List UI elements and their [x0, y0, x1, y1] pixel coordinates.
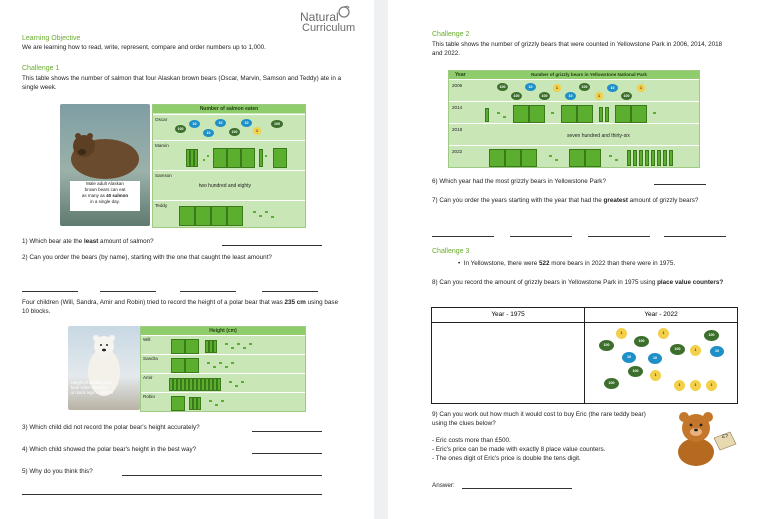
question-1-bold: least: [83, 238, 99, 245]
bullet-bold: 522: [538, 260, 550, 267]
ones-cube: [207, 155, 209, 157]
teddy-bear-image: [670, 408, 740, 468]
ones-counter: 1: [616, 328, 627, 339]
tens-rod: [663, 150, 667, 166]
ones-counter: 1: [690, 345, 701, 356]
ones-counter: 1: [706, 380, 717, 391]
question-1: [22, 237, 154, 246]
tens-counter: 10: [607, 84, 618, 92]
hundreds-flat: [227, 206, 243, 226]
tens-rod: [213, 340, 217, 353]
question-1-a: 1) Which bear ate the: [22, 238, 84, 245]
grizzly-row-year: 2014: [452, 105, 463, 110]
samson-words: two hundred and eighty: [199, 183, 251, 189]
hundreds-flat: [585, 149, 601, 167]
bear-caption-line1: Male adult Alaskan: [86, 181, 124, 186]
ones-cube: [265, 155, 267, 157]
hundreds-flat: [171, 339, 185, 354]
height-row-robin: [141, 392, 305, 412]
hundreds-flat: [489, 149, 505, 167]
hundreds-flat: [211, 206, 227, 226]
salmon-row-teddy: [153, 200, 305, 228]
bear-caption-line2: brown bears can eat: [84, 187, 126, 192]
eric-clues: [432, 436, 672, 463]
question-5: 5) Why do you think this?: [22, 468, 93, 475]
polar-intro-bold: 235 cm: [284, 299, 306, 306]
grizzly-col-header: Number of grizzly bears in Yellowstone National Park: [531, 72, 647, 77]
salmon-row-oscar: [153, 114, 305, 141]
grizzly-row-2006: [449, 79, 699, 102]
ones-cube: [209, 400, 212, 402]
ones-cube: [555, 159, 558, 161]
challenge2-text: This table shows the number of grizzly bears that were counted in Yellowstone Park in 2006, 2014, 2018 and 2022.: [432, 41, 723, 57]
hundreds-counter: 100: [511, 92, 522, 100]
tens-counter: 10: [622, 352, 636, 363]
salmon-table: [152, 104, 306, 228]
challenge3-title: Challenge 3: [432, 248, 470, 255]
answer-line-4[interactable]: [252, 453, 322, 454]
tens-rod: [633, 150, 637, 166]
ones-counter: 1: [650, 370, 661, 381]
ones-cube: [207, 362, 210, 364]
teddy-bear-icon: [670, 408, 740, 468]
tens-rod: [645, 150, 649, 166]
hundreds-flat: [171, 358, 185, 373]
ones-cube: [243, 347, 246, 349]
question-8-a: 8) Can you record the amount of grizzly bears in Yellowstone Park in 1975 using: [432, 279, 658, 286]
ones-counter: 1: [553, 84, 561, 92]
pv-1975-area[interactable]: [432, 323, 584, 403]
ones-cube: [615, 159, 618, 161]
hundreds-flat: [615, 105, 631, 123]
ones-cube: [503, 116, 506, 118]
answer-line-7a[interactable]: [432, 236, 494, 237]
polar-caption-line3: on back legs = 235 cm: [71, 390, 114, 395]
logo-line1: Natural: [300, 10, 339, 24]
hundreds-counter: 100: [704, 330, 719, 341]
hundreds-flat: [569, 149, 585, 167]
grizzly-row-year: 2018: [452, 127, 463, 132]
logo-line2: Curriculum: [302, 22, 356, 34]
tens-rod: [657, 150, 661, 166]
ones-cube: [225, 343, 228, 345]
polar-caption: [71, 380, 113, 395]
objective-text: We are learning how to read, write, represent, compare and order numbers up to 1,000.: [22, 44, 266, 51]
tens-rod: [651, 150, 655, 166]
ones-counter: 1: [674, 380, 685, 391]
polar-bear-photo: [68, 326, 140, 410]
answer-line-3[interactable]: [252, 431, 322, 432]
challenge1-title: Challenge 1: [22, 65, 60, 72]
hundreds-flat: [179, 206, 195, 226]
pv-header-1975: Year - 1975: [432, 308, 585, 323]
ones-cube: [229, 381, 232, 383]
answer-line-5a[interactable]: [122, 475, 322, 476]
salmon-row-marvin: [153, 140, 305, 171]
bear-caption: [70, 181, 140, 211]
grizzly-row-2022: [449, 145, 699, 168]
price-tag: £?: [722, 434, 729, 440]
worksheet-page-left: [0, 0, 374, 519]
hundreds-flat: [273, 148, 287, 168]
hundreds-flat: [195, 206, 211, 226]
height-row-label: Sandra: [143, 356, 158, 361]
tens-counter: 10: [525, 83, 536, 91]
answer-label: Answer:: [432, 482, 455, 489]
tens-rod: [259, 149, 263, 167]
hundreds-counter: 100: [579, 83, 590, 91]
hundreds-counter: 100: [634, 336, 649, 347]
polar-caption-line1: Height of female polar: [71, 380, 112, 385]
tens-counter: 10: [241, 119, 252, 127]
tens-counter: 10: [189, 120, 200, 128]
eric-clue: - Eric's price can be made with exactly 8 place value counters.: [432, 446, 606, 453]
ones-cube: [225, 366, 228, 368]
height-table: [140, 326, 306, 412]
ones-cube: [231, 362, 234, 364]
height-row-amir: [141, 373, 305, 393]
challenge1-text: This table shows the number of salmon that four Alaskan brown bears (Oscar, Marvin, Samson and Teddy) ate in a single week.: [22, 75, 342, 91]
polar-intro-b: using base 10 blocks.: [22, 299, 339, 315]
salmon-row-label: Marvin: [155, 143, 169, 148]
ones-cube: [203, 159, 205, 161]
hundreds-flat: [185, 358, 199, 373]
tens-counter: 10: [710, 346, 724, 357]
ones-cube: [549, 155, 552, 157]
grizzly-row-2018: [449, 123, 699, 146]
grizzly-col-year: Year: [449, 71, 699, 79]
tens-rod: [197, 397, 201, 410]
natural-curriculum-logo: [300, 4, 372, 34]
bullet-a: In Yellowstone, there were: [463, 260, 539, 267]
tens-rod: [485, 108, 489, 122]
question-8-bold: place value counters?: [657, 279, 724, 286]
ones-cube: [241, 381, 244, 383]
question-2: 2) Can you order the bears (by name), starting with the one that caught the least amount?: [22, 254, 272, 261]
tens-rod: [599, 107, 603, 122]
hundreds-flat: [227, 148, 241, 168]
hundreds-counter: 100: [271, 120, 283, 128]
ones-cube: [653, 112, 656, 114]
ones-cube: [235, 385, 238, 387]
ones-counter: 1: [595, 92, 603, 100]
salmon-table-header: Number of salmon eaten: [153, 105, 305, 113]
question-1-b: amount of salmon?: [98, 238, 154, 245]
challenge2-title: Challenge 2: [432, 31, 470, 38]
question-8: [432, 278, 732, 287]
ones-cube: [265, 211, 268, 213]
hundreds-counter: 100: [497, 83, 508, 91]
tens-counter: 10: [648, 353, 662, 364]
tens-counter: 10: [203, 129, 214, 137]
hundreds-flat: [561, 105, 577, 123]
height-row-label: Amir: [143, 375, 153, 380]
place-value-table: [431, 307, 738, 404]
answer-line-5b[interactable]: [22, 494, 322, 495]
question-4: 4) Which child showed the polar bear's height in the best way?: [22, 446, 197, 453]
hundreds-counter: 100: [604, 378, 619, 389]
answer-line-6[interactable]: [654, 184, 706, 185]
hundreds-counter: 100: [621, 92, 632, 100]
grizzly-2018-words: seven hundred and thirty-six: [567, 133, 630, 139]
tens-rod: [605, 107, 609, 122]
answer-line-2b[interactable]: [100, 291, 156, 292]
answer-line-7b[interactable]: [510, 236, 572, 237]
height-row-label: Will: [143, 337, 151, 342]
ones-counter: 1: [253, 127, 261, 135]
hundreds-flat: [185, 339, 199, 354]
height-row-sandra: [141, 354, 305, 374]
pv-divider: [584, 322, 585, 403]
salmon-row-samson: [153, 170, 305, 201]
ones-counter: 1: [658, 328, 669, 339]
ones-cube: [497, 112, 500, 114]
salmon-row-label: Teddy: [155, 203, 168, 208]
ones-cube: [249, 343, 252, 345]
hundreds-counter: 100: [599, 340, 614, 351]
hundreds-flat: [577, 105, 593, 123]
hundreds-flat: [513, 105, 529, 123]
ones-cube: [219, 362, 222, 364]
bear-caption-line3: as many as: [81, 193, 107, 198]
hundreds-flat: [521, 149, 537, 167]
ones-cube: [551, 112, 554, 114]
tens-rod: [217, 378, 221, 391]
salmon-row-label: Samson: [155, 173, 172, 178]
tens-rod: [194, 149, 198, 167]
worksheet-page-right: [388, 0, 765, 519]
question-3: 3) Which child did not record the polar bear's height accurately?: [22, 424, 200, 431]
bear-caption-line4: in a single day.: [90, 199, 120, 204]
eric-clue: - Eric costs more than £500.: [432, 437, 511, 444]
polar-intro: [22, 298, 342, 316]
tens-counter: 10: [215, 119, 226, 127]
polar-caption-line2: bear when standing: [71, 385, 108, 390]
tens-rod: [627, 150, 631, 166]
question-9: 9) Can you work out how much it would cost to buy Eric (the rare teddy bear) using the clues below?: [432, 411, 646, 427]
hundreds-counter: 100: [539, 92, 550, 100]
tens-counter: 10: [565, 92, 576, 100]
ones-cube: [609, 155, 612, 157]
bear-caption-bold: 40 salmon: [106, 193, 129, 198]
hundreds-counter: 100: [628, 366, 643, 377]
ones-cube: [237, 343, 240, 345]
hundreds-flat: [631, 105, 647, 123]
salmon-row-label: Oscar: [155, 117, 168, 122]
answer-line-7c[interactable]: [588, 236, 650, 237]
ones-cube: [253, 211, 256, 213]
hundreds-counter: 100: [175, 125, 186, 133]
grizzly-row-year: 2022: [452, 149, 463, 154]
answer-line-2c[interactable]: [180, 291, 236, 292]
hundreds-flat: [241, 148, 255, 168]
bullet-b: more bears in 2022 than there were in 1975.: [549, 260, 676, 267]
grizzly-row-year: 2006: [452, 83, 463, 88]
ones-cube: [213, 366, 216, 368]
height-table-header: Height (cm): [141, 327, 305, 335]
hundreds-counter: 100: [229, 128, 240, 136]
ones-cube: [221, 400, 224, 402]
question-7: [432, 196, 732, 205]
answer-line-2d[interactable]: [262, 291, 318, 292]
question-7-b: amount of grizzly bears?: [628, 197, 699, 204]
question-7-bold: greatest: [603, 197, 629, 204]
ones-cube: [231, 347, 234, 349]
ones-counter: 1: [637, 84, 645, 92]
tens-rod: [669, 150, 673, 166]
objective-title: Learning Objective: [22, 35, 81, 42]
height-row-label: Robin: [143, 394, 156, 399]
answer-line-9[interactable]: [462, 488, 572, 489]
ones-counter: 1: [690, 380, 701, 391]
pv-header-2022: Year - 2022: [585, 308, 737, 323]
polar-intro-a: Four children (Will, Sandra, Amir and Robin) tried to record the height of a polar bear that was: [22, 299, 285, 306]
grizzly-row-2014: [449, 101, 699, 124]
question-7-a: 7) Can you order the years starting with the year that had the: [432, 197, 604, 204]
hundreds-flat: [505, 149, 521, 167]
eric-clue: - The ones digit of Eric's price is double the tens digit.: [432, 455, 581, 462]
hundreds-flat: [213, 148, 227, 168]
answer-line-1[interactable]: [222, 245, 322, 246]
hundreds-counter: 100: [670, 344, 685, 355]
hundreds-flat: [171, 396, 185, 411]
grizzly-table: [448, 70, 700, 168]
ones-cube: [215, 404, 218, 406]
height-row-will: [141, 335, 305, 355]
answer-line-2a[interactable]: [22, 291, 78, 292]
brown-bear-photo: [60, 104, 150, 226]
hundreds-flat: [529, 105, 545, 123]
answer-line-7d[interactable]: [664, 236, 726, 237]
tens-rod: [639, 150, 643, 166]
bullet-522: • In Yellowstone, there were 522 more bears in 2022 than there were in 1975.: [458, 260, 676, 267]
ones-cube: [271, 216, 274, 218]
ones-cube: [259, 215, 262, 217]
question-6: 6) Which year had the most grizzly bears in Yellowstone Park?: [432, 178, 606, 185]
